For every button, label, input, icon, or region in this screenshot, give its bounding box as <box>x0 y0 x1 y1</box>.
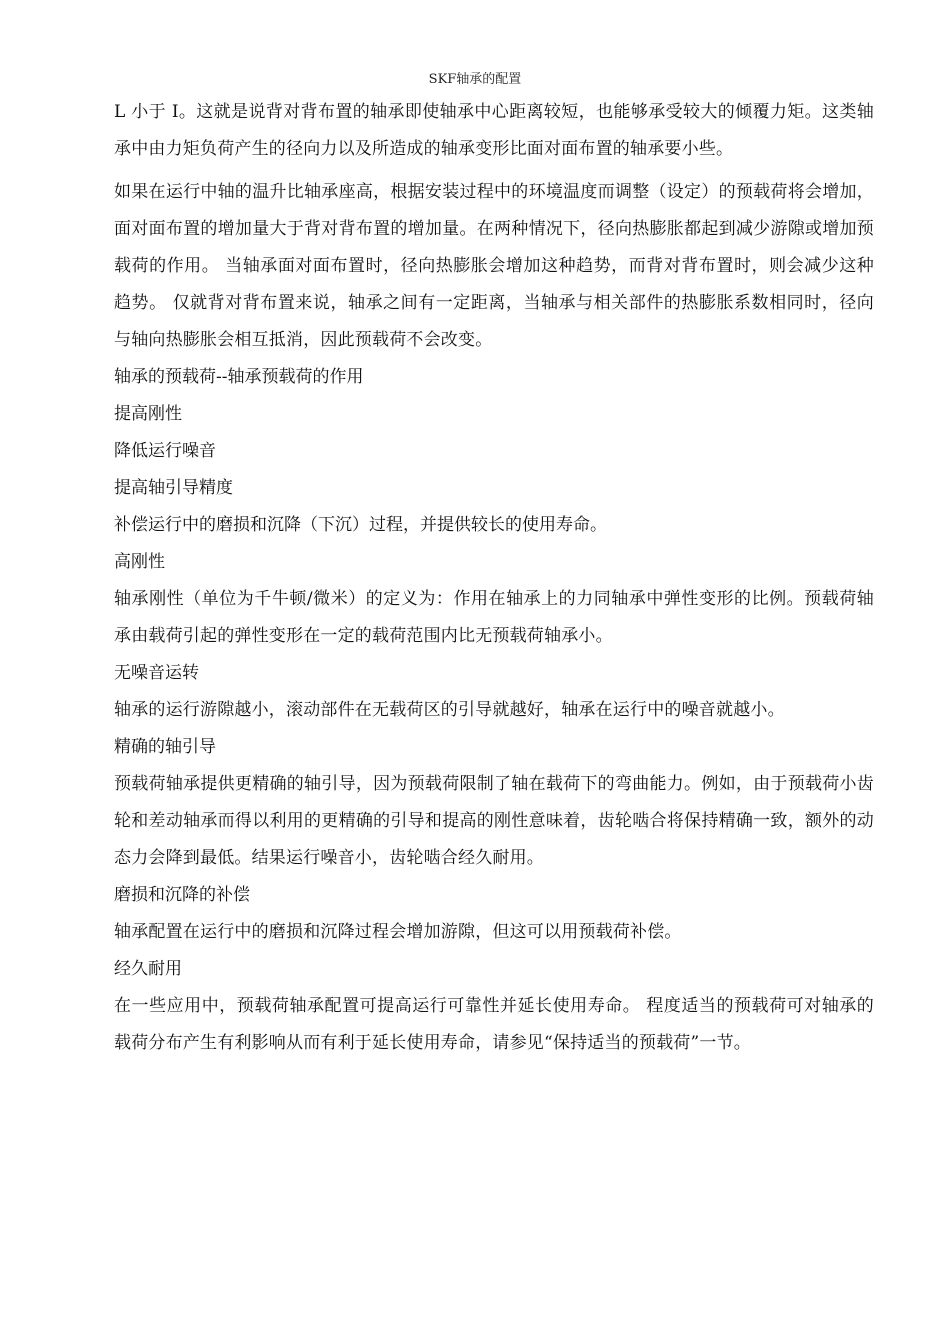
list-item: 提高轴引导精度 <box>114 478 233 498</box>
list-item: 提高刚性 <box>114 404 182 424</box>
section-heading-preload: 轴承的预载荷--轴承预载荷的作用 <box>114 367 364 387</box>
section-heading-noise: 无噪音运转 <box>114 663 199 683</box>
section-heading-guidance: 精确的轴引导 <box>114 737 216 757</box>
section-heading-durable: 经久耐用 <box>114 959 182 979</box>
list-item: 补偿运行中的磨损和沉降（下沉）过程，并提供较长的使用寿命。 <box>114 515 607 535</box>
paragraph-thermal-expansion: 如果在运行中轴的温升比轴承座高，根据安装过程中的环境温度而调整（设定）的预载荷将会增加，面对面布置的增加量大于背对背布置的增加量。在两种情况下，径向热膨胀都起到减少游隙或增加预载荷的作用。 当轴承面对面布置时，径向热膨胀会增加这种趋势，而背对背布置时，则会减少这种趋势。 仅就背对背布置来说，轴承之间有一定距离，当轴承与相关部件的热膨胀系数相同时，径向与轴向热膨胀会相互抵消，因此预载荷不会改变。 <box>114 182 874 350</box>
page-header: SKF轴承的配置 <box>428 72 522 87</box>
section-heading-stiffness: 高刚性 <box>114 552 165 572</box>
list-item: 降低运行噪音 <box>114 441 216 461</box>
paragraph-moment: L 小于 I。这就是说背对背布置的轴承即使轴承中心距离较短，也能够承受较大的倾覆力矩。这类轴承中由力矩负荷产生的径向力以及所造成的轴承变形比面对面布置的轴承要小些。 <box>114 102 874 159</box>
paragraph-stiffness: 轴承刚性（单位为千牛顿/微米）的定义为：作用在轴承上的力同轴承中弹性变形的比例。预载荷轴承由载荷引起的弹性变形在一定的载荷范围内比无预载荷轴承小。 <box>114 589 874 646</box>
paragraph-guidance: 预载荷轴承提供更精确的轴引导，因为预载荷限制了轴在载荷下的弯曲能力。例如，由于预载荷小齿轮和差动轴承而得以利用的更精确的引导和提高的刚性意味着，齿轮啮合将保持精确一致，额外的动态力会降到最低。结果运行噪音小，齿轮啮合经久耐用。 <box>114 774 874 868</box>
section-heading-wear: 磨损和沉降的补偿 <box>114 885 250 905</box>
paragraph-durable: 在一些应用中，预载荷轴承配置可提高运行可靠性并延长使用寿命。 程度适当的预载荷可对轴承的载荷分布产生有利影响从而有利于延长使用寿命，请参见“保持适当的预载荷”一节。 <box>114 996 874 1053</box>
paragraph-noise: 轴承的运行游隙越小，滚动部件在无载荷区的引导就越好，轴承在运行中的噪音就越小。 <box>114 700 785 720</box>
paragraph-wear: 轴承配置在运行中的磨损和沉降过程会增加游隙，但这可以用预载荷补偿。 <box>114 922 682 942</box>
document-body <box>114 94 874 1062</box>
